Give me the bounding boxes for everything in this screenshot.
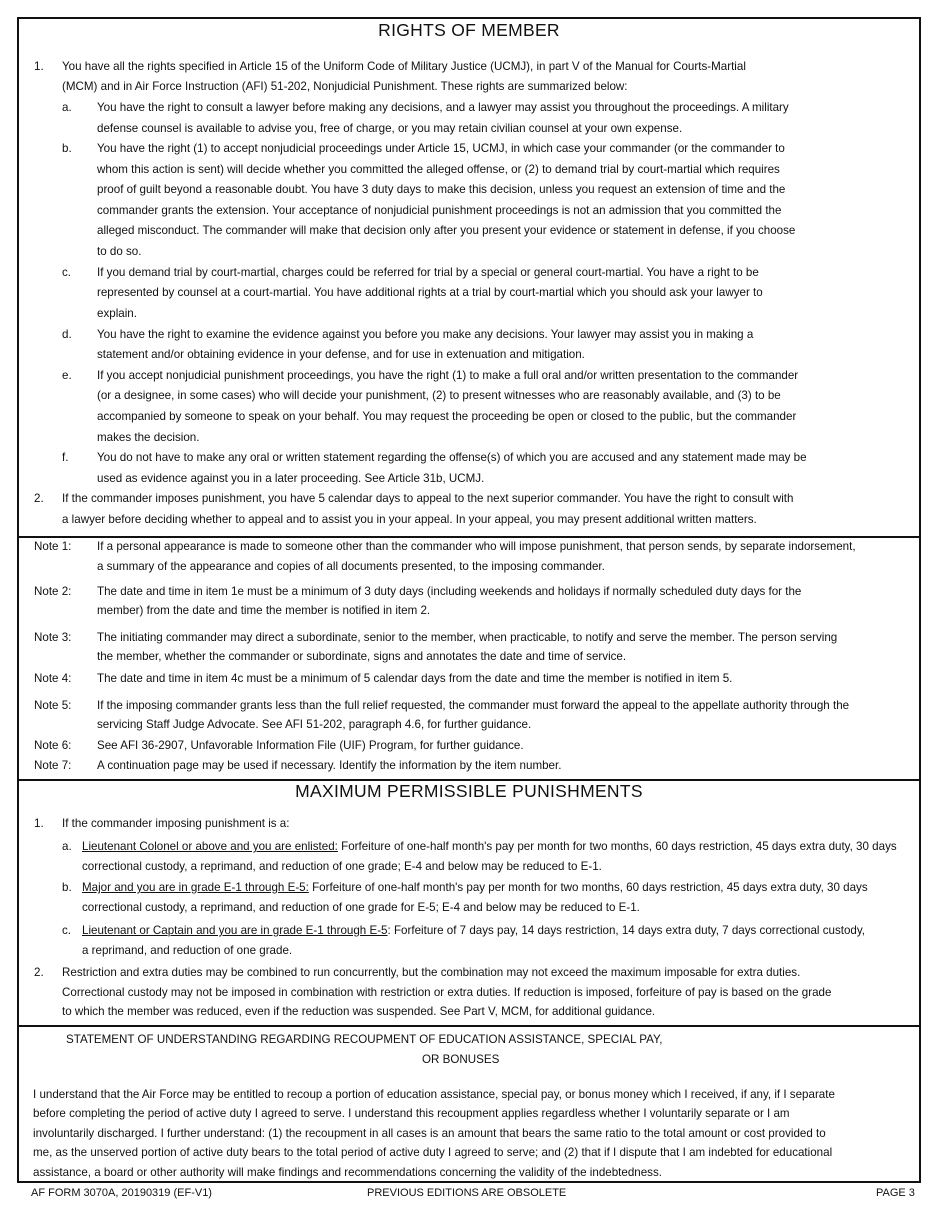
rights-title: RIGHTS OF MEMBER (378, 20, 560, 40)
note-label: Note 2: (34, 585, 72, 598)
punishment-text: Forfeiture of one-half month's pay per month for two months, 60 days restriction, 45 days extra duty, 30 days (337, 840, 897, 853)
text-line: member) from the date and time the member is notified in item 2. (97, 604, 431, 617)
text-line: involuntarily discharged. I further understand: (1) the recoupment in all cases is an amount that bears the same ratio to the total amount or cost provided to (33, 1127, 826, 1140)
item-letter: f. (62, 451, 69, 464)
punishment-text: Forfeiture of one-half month's pay per month for two months, 60 days restriction, 45 days extra duty, 30 days (308, 881, 868, 894)
item-number: 2. (34, 966, 44, 979)
punishment-authority: Major and you are in grade E-1 through E-5: (82, 881, 309, 894)
text-line: (MCM) and in Air Force Instruction (AFI) 51-202, Nonjudicial Punishment. These rights are summarized below: (62, 80, 628, 93)
text-line: statement and/or obtaining evidence in your defense, and for use in extenuation and mitigation. (97, 348, 585, 361)
text-line: You have the right to examine the evidence against you before you make any decisions. Your lawyer may assist you in making a (97, 328, 754, 341)
note-label: Note 1: (34, 540, 72, 553)
item-letter: c. (62, 266, 72, 279)
text-line: If the commander imposes punishment, you have 5 calendar days to appeal to the next superior commander. You have the right to consult with (62, 492, 794, 505)
text-line: See AFI 36-2907, Unfavorable Information File (UIF) Program, for further guidance. (97, 739, 524, 752)
text-line: me, as the unserved portion of active duty bears to the total period of active duty I agreed to serve; and (2) that if I dispute that I am indebted for educational (33, 1146, 833, 1159)
text-line: used as evidence against you in a later proceeding. See Article 31b, UCMJ. (97, 472, 485, 485)
item-number: 1. (34, 60, 44, 73)
text-line: represented by counsel at a court-martial. You have additional rights at a trial by court-martial which you should ask your lawyer to (97, 286, 763, 299)
item-letter: b. (62, 881, 72, 894)
text-line: servicing Staff Judge Advocate. See AFI 51-202, paragraph 4.6, for further guidance. (97, 718, 532, 731)
item-letter: e. (62, 369, 72, 382)
page-number: PAGE 3 (876, 1187, 915, 1199)
text-line (82, 878, 868, 899)
text-line: Restriction and extra duties may be combined to run concurrently, but the combination may not exceed the maximum imposable for extra duties. (62, 966, 801, 979)
punishment-text: : Forfeiture of 7 days pay, 14 days restriction, 14 days extra duty, 7 days correctional custody, (387, 924, 866, 937)
text-line: defense counsel is available to advise you, free of charge, or you may retain civilian counsel at your own expense. (97, 122, 683, 135)
text-line: a summary of the appearance and copies of all documents presented, to the imposing commander. (97, 560, 605, 573)
note-label: Note 3: (34, 631, 72, 644)
text-line: If you accept nonjudicial punishment proceedings, you have the right (1) to make a full oral and/or written presentation to the commander (97, 369, 799, 382)
note-label: Note 4: (34, 672, 72, 685)
text-line: explain. (97, 307, 137, 320)
punishment-authority: Lieutenant or Captain and you are in grade E-1 through E-5 (82, 924, 388, 937)
note-label: Note 7: (34, 759, 72, 772)
text-line: If a personal appearance is made to someone other than the commander who will impose punishment, that person sends, by separate indorsement, (97, 540, 856, 553)
note-label: Note 6: (34, 739, 72, 752)
section-divider (19, 1025, 919, 1027)
text-line: makes the decision. (97, 431, 200, 444)
text-line: You have the right (1) to accept nonjudicial proceedings under Article 15, UCMJ, in which case your commander (or the commander to (97, 142, 785, 155)
form-number: AF FORM 3070A, 20190319 (EF-V1) (31, 1187, 212, 1199)
statement-title-cont: OR BONUSES (422, 1053, 500, 1066)
item-letter: a. (62, 101, 72, 114)
text-line: (or a designee, in some cases) who will decide your punishment, (2) to present witnesses who are reasonably available, and (3) to be (97, 389, 781, 402)
text-line: a lawyer before deciding whether to appeal and to assist you in your appeal. In your appeal, you may present additional written matters. (62, 513, 757, 526)
item-letter: b. (62, 142, 72, 155)
item-letter: c. (62, 924, 72, 937)
text-line: If you demand trial by court-martial, charges could be referred for trial by a special or general court-martial. You have a right to be (97, 266, 759, 279)
text-line: whom this action is sent) will decide whether you committed the alleged offense, or (2) to demand trial by court-martial which requires (97, 163, 780, 176)
text-line: proof of guilt beyond a reasonable doubt. You have 3 duty days to make this decision, unless you request an extension of time and the (97, 183, 786, 196)
text-line: You have the right to consult a lawyer before making any decisions, and a lawyer may assist you throughout the proceedings. A military (97, 101, 789, 114)
text-line: to do so. (97, 245, 142, 258)
text-line: commander grants the extension. Your acceptance of nonjudicial punishment proceedings is not an admission that you committed the (97, 204, 782, 217)
item-number: 2. (34, 492, 44, 505)
text-line: a reprimand, and reduction of one grade. (82, 944, 293, 957)
text-line: The date and time in item 1e must be a minimum of 3 duty days (including weekends and holidays if normally scheduled duty days for the (97, 585, 802, 598)
obsolete-notice: PREVIOUS EDITIONS ARE OBSOLETE (367, 1187, 567, 1199)
text-line: Correctional custody may not be imposed in combination with restriction or extra duties. If reduction is imposed, forfeiture of pay is based on the grade (62, 986, 832, 999)
text-line (82, 837, 897, 858)
text-line: I understand that the Air Force may be entitled to recoup a portion of education assistance, special pay, or bonus money which I received, if any, if I separate (33, 1088, 835, 1101)
item-letter: d. (62, 328, 72, 341)
note-label: Note 5: (34, 699, 72, 712)
item-number: 1. (34, 817, 44, 830)
text-line: before completing the period of active duty I agreed to serve. I understand this recoupment applies regardless whether I voluntarily separate or I am (33, 1107, 790, 1120)
text-line: assistance, a board or other authority will make findings and recommendations concerning the validity of the indebtedness. (33, 1166, 662, 1179)
text-line: to which the member was reduced, even if the reduction was suspended. See Part V, MCM, for additional guidance. (62, 1005, 656, 1018)
text-line: The initiating commander may direct a subordinate, senior to the member, when practicable, to notify and serve the member. The person serving (97, 631, 838, 644)
item-letter: a. (62, 840, 72, 853)
text-line (82, 921, 865, 942)
text-line: You do not have to make any oral or written statement regarding the offense(s) of which you are accused and any statement made may be (97, 451, 807, 464)
text-line: You have all the rights specified in Article 15 of the Uniform Code of Military Justice (UCMJ), in part V of the Manual for Courts-Martial (62, 60, 746, 73)
form-frame (17, 17, 921, 1183)
text-line: the member, whether the commander or subordinate, signs and annotates the date and time of service. (97, 650, 627, 663)
statement-title: STATEMENT OF UNDERSTANDING REGARDING RECOUPMENT OF EDUCATION ASSISTANCE, SPECIAL PAY, (66, 1033, 663, 1046)
text-line: alleged misconduct. The commander will make that decision only after you present your evidence or statement in defense, if you choose (97, 224, 796, 237)
punishments-title: MAXIMUM PERMISSIBLE PUNISHMENTS (295, 781, 643, 801)
punishment-authority: Lieutenant Colonel or above and you are enlisted: (82, 840, 338, 853)
text-line: The date and time in item 4c must be a minimum of 5 calendar days from the date and time the member is notified in item 5. (97, 672, 733, 685)
text-line: If the imposing commander grants less than the full relief requested, the commander must forward the appeal to the appellate authority through the (97, 699, 850, 712)
text-line: correctional custody, a reprimand, and reduction of one grade for E-5; E-4 and below may be reduced to E-1. (82, 901, 640, 914)
text-line: correctional custody, a reprimand, and reduction of one grade; E-4 and below may be reduced to E-1. (82, 860, 602, 873)
text-line: If the commander imposing punishment is a: (62, 817, 290, 830)
text-line: accompanied by someone to speak on your behalf. You may request the proceeding be open or closed to the public, but the commander (97, 410, 797, 423)
text-line: A continuation page may be used if necessary. Identify the information by the item number. (97, 759, 562, 772)
